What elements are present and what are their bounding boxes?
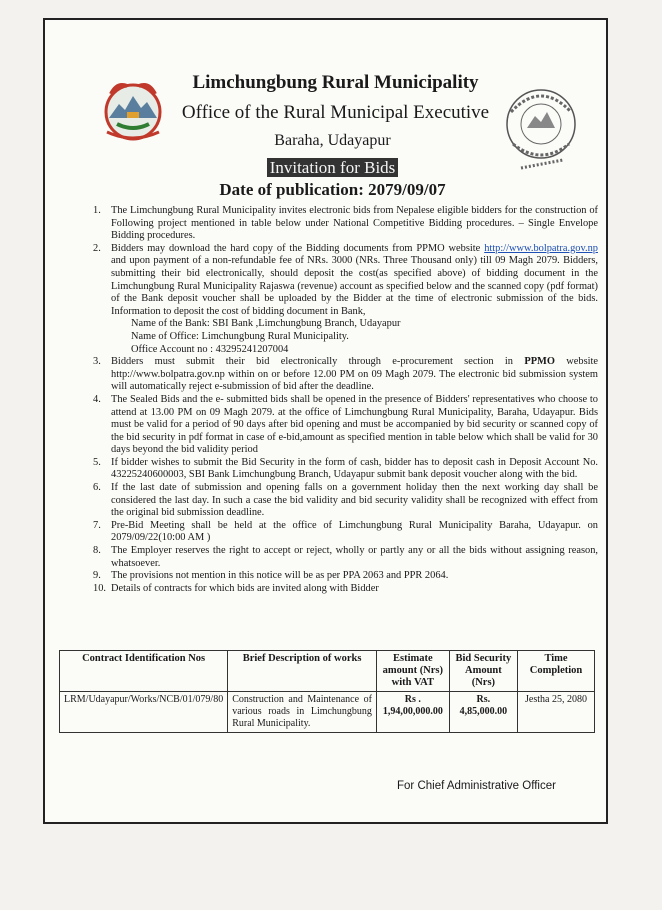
table-row (60, 692, 595, 733)
bolpatra-link[interactable]: http://www.bolpatra.gov.np (484, 242, 598, 254)
table-header-row (60, 651, 595, 692)
notice-title: Invitation for Bids (267, 158, 399, 177)
notice-header (45, 20, 606, 199)
cell-time-completion: Jestha 25, 2080 (518, 692, 595, 733)
list-item: 5. If bidder wishes to submit the Bid Security in the form of cash, bidder has to deposit cash in Deposit Account No. 43225240600003, SBI Bank Limchungbung Branch, Udayapur submit bank deposit voucher along with the bid. (93, 456, 598, 481)
list-item: 1. The Limchungbung Rural Municipality invites electronic bids from Nepalese eligible bidders for the construction of Following project mentioned in table below under National Competitive Bidding procedures. – Single Envelope Bidding procedures. (93, 205, 598, 242)
col-time-completion: Time Completion (518, 651, 595, 692)
col-description: Brief Description of works (228, 651, 377, 692)
cell-bid-security: Rs. 4,85,000.00 (449, 692, 517, 733)
list-item: 9. The provisions not mention in this notice will be as per PPA 2063 and PPR 2064. (93, 570, 449, 582)
publication-date: Date of publication: 2079/09/07 (219, 180, 446, 199)
list-item: 2. Bidders may download the hard copy of the Bidding documents from PPMO website http://www.bolpatra.gov.np and upon payment of a non-refundable fee of NRs. 3000 (NRs. Three Thousand only) till 09 Magh 2079. Bidders, submitting their bid electronically, should deposit the cost(as specified above) of bidding document in the Limchungbung Rural Municipality Rajaswa (revenue) account as specified below and the scanned copy (pdf format) of the Bank deposit voucher shall be uploaded by the Bidder at the time of electronic submission of the bids. Information to deposit the cost of bidding document in Bank, Name of the Bank: SBI Bank ,Limchungbung Branch, Udayapur Name of Office: Limchungbung Rural Municipality. Office Account no : 43295241207004 (93, 242, 598, 355)
col-contract-id: Contract Identification Nos (60, 651, 228, 692)
col-estimate: Estimate amount (Nrs) with VAT (376, 651, 449, 692)
office-location: Baraha, Udayapur (274, 132, 391, 149)
bank-name: Name of the Bank: SBI Bank ,Limchungbung Branch, Udayapur (131, 318, 401, 330)
list-item: 3. Bidders must submit their bid electronically through e-procurement section in PPMO website http://www.bolpatra.gov.np within on or before 12.00 PM on 09 Magh 2079. The electronic bid submission system will automatically reject e-submission of bid after the deadline. (93, 356, 599, 393)
contracts-table (59, 650, 595, 733)
account-number: Office Account no : 43295241207004 (131, 343, 289, 355)
col-bid-security: Bid Security Amount (Nrs) (449, 651, 517, 692)
signature-line: For Chief Administrative Officer (397, 780, 556, 792)
list-item: 6. If the last date of submission and opening falls on a government holiday then the next working day shall be considered the last day. In such a case the bid validity and bid security validity shall be recognized with effect from the original bid submission deadline. (93, 482, 598, 519)
cell-contract-id: LRM/Udayapur/Works/NCB/01/079/80 (60, 692, 228, 733)
list-item: 8. The Employer reserves the right to accept or reject, wholly or partly any or all the bids without assigning reason, whatsoever. (93, 545, 598, 569)
cell-description: Construction and Maintenance of various roads in Limchungbung Rural Municipality. (228, 692, 377, 733)
notice-page (43, 18, 608, 824)
office-seal-stamp (491, 82, 591, 182)
office-name: Office of the Rural Municipal Executive (181, 102, 490, 123)
list-item: 10. Details of contracts for which bids are invited along with Bidder (93, 582, 379, 594)
list-item: 4. The Sealed Bids and the e- submitted bids shall be opened in the presence of Bidders' representatives who choose to attend at 13.00 PM on 09 Magh 2079. at the office of Limchungbung Rural Municipality, Baraha, Udayapur. Bids must be valid for a period of 90 days after bid opening and must be accompanied by bid security or scanned copy of the bid security in pdf format in case of e-bid,amount as specified mention in table below which shall be valid for 30 days beyond the bid validity period (93, 393, 598, 456)
org-name: Limchungbung Rural Municipality (192, 72, 479, 93)
cell-estimate: Rs . 1,94,00,000.00 (376, 692, 449, 733)
list-item: 7. Pre-Bid Meeting shall be held at the office of Limchungbung Rural Municipality Baraha, Udayapur. on 2079/09/22(10:00 AM ) (93, 519, 598, 544)
notice-body (93, 205, 598, 595)
office-name-line: Name of Office: Limchungbung Rural Municipality. (131, 330, 349, 342)
